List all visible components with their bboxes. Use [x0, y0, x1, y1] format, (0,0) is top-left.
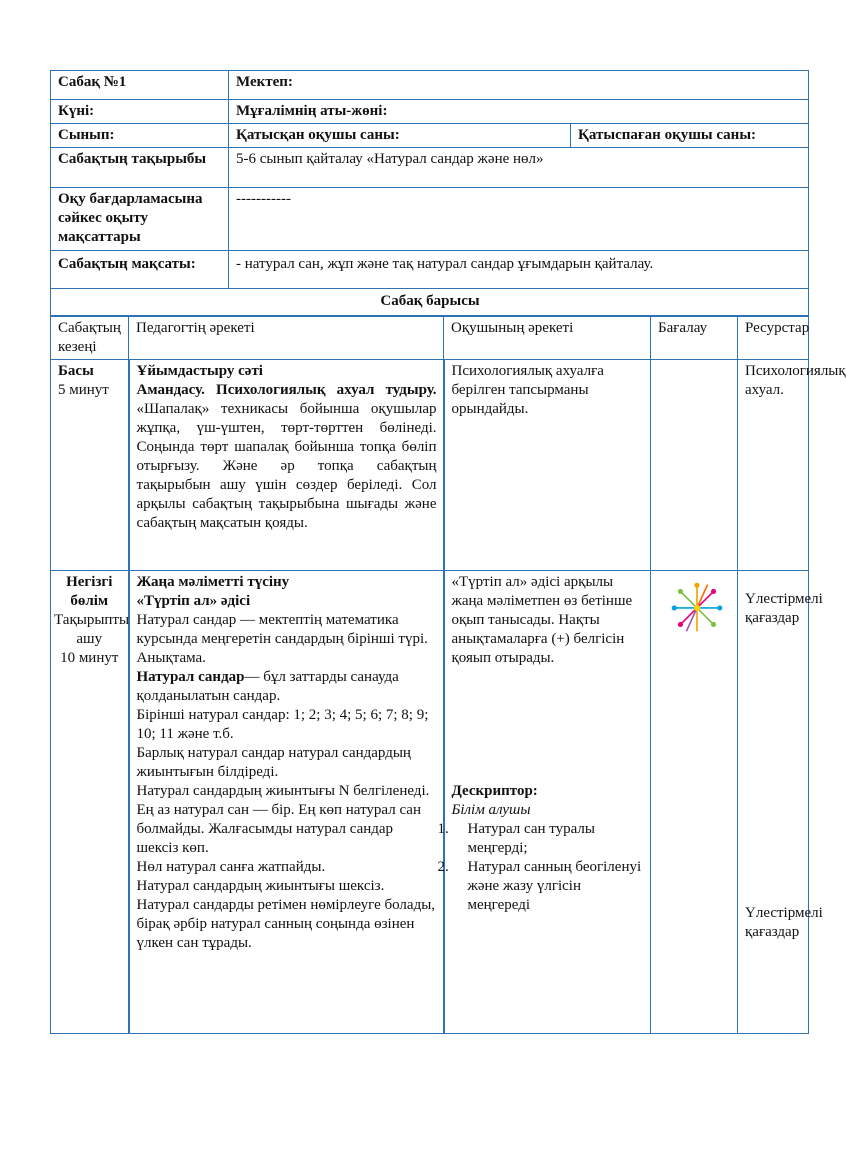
teacher-body-text: «Шапалақ» техникасы бойынша оқушылар жұпқа, үш-үштен, төрт-төрттен бөлінеді. Соңында төрт шапалақ бойынша топқа бөліп отырғызу. Және әр топқа сабақтың тақырыбын ашу үшін сөздер беріледі. Сол арқылы сабақтың тақырыбына шығады және сабақтың мақсатын қояды.: [136, 401, 437, 531]
assessment-cell-main: [651, 571, 738, 1034]
school-label: Мектеп:: [229, 71, 809, 100]
col-stage: Сабақтың кезеңі: [51, 317, 129, 360]
teacher-label: Мұғалімнің аты-жөні:: [229, 100, 809, 124]
teacher-text: [137, 381, 437, 533]
topic-value: 5-6 сынып қайталау «Натурал сандар және нөл»: [229, 148, 809, 188]
stage-cell-main: [51, 571, 129, 1034]
descriptor-item-text: Натурал сан туралы меңгерді;: [467, 821, 595, 856]
teacher-cell-start: [129, 360, 444, 571]
teacher-paragraph: Бірінші натурал сандар: 1; 2; 3; 4; 5; 6; 7; 8; 9; 10; 11 және т.б.: [136, 707, 429, 742]
stage-row-start: [51, 360, 809, 571]
teacher-paragraph: Натурал сандарды ретімен нөмірлеуге болады, бірақ әрбір натурал санның соңында өзінен үлкен сан тұрады.: [136, 897, 436, 951]
student-activity: «Түртіп ал» әдісі арқылы жаңа мәліметпен өз бетінше оқып танысады. Нақты анықтамаларға (+) белгісін қояып отырады.: [451, 574, 633, 666]
teacher-cell-main: [129, 571, 444, 1034]
descriptor-subtitle: Білім алушы: [451, 802, 531, 818]
resource-cell-main: [738, 571, 823, 1034]
progress-table: [50, 316, 846, 1034]
descriptor-item: [437, 820, 645, 858]
stage-title: Негізгі бөлім: [66, 574, 113, 609]
lesson-plan: [50, 70, 846, 1034]
objectives-label: Оқу бағдарламасына сәйкес оқыту мақсаттары: [51, 188, 229, 251]
goal-value: - натурал сан, жұп және тақ натурал сандар ұғымдарын қайталау.: [229, 251, 809, 289]
descriptor-item-number: 2.: [437, 859, 449, 875]
student-cell-main: [437, 571, 651, 1034]
stage-subtitle: Тақырыпты ашу: [54, 612, 130, 647]
teacher-heading: Жаңа мәліметті түсіну: [136, 574, 290, 590]
absent-count-label: Қатыспаған оқушы саны:: [571, 124, 809, 148]
date-label: Күні:: [51, 100, 229, 124]
teacher-paragraph: Нөл натурал санға жатпайды.: [136, 859, 326, 875]
teacher-bold-text: Амандасу. Психологиялық ахуал тудыру.: [136, 382, 437, 398]
goal-label: Сабақтың мақсаты:: [51, 251, 229, 289]
resource-cell-start: Психологиялық ахуал.: [738, 360, 809, 571]
teacher-paragraph: Анықтама.: [136, 650, 206, 666]
present-count-label: Қатысқан оқушы саны:: [229, 124, 571, 148]
teacher-paragraph: Натурал сандардың жиынтығы N белгіленеді.: [136, 783, 430, 799]
teacher-paragraph: Барлық натурал сандар натурал сандардың жиынтығын білдіреді.: [136, 745, 411, 780]
stage-time: 5 минут: [58, 382, 109, 398]
col-resource: Ресурстар: [738, 317, 809, 360]
descriptor-item: [437, 858, 645, 915]
descriptor-item-text: Натурал санның беогіленуі және жазу үлгісін меңгереді: [467, 859, 642, 913]
stage-title: Басы: [58, 363, 94, 379]
header-table: [50, 70, 809, 316]
student-cell-start: Психологиялық ахуалға берілген тапсырманы орындайды.: [444, 360, 651, 571]
col-assessment: Бағалау: [651, 317, 738, 360]
teacher-definition: — бұл заттарды санауда қолданылатын сандар.: [136, 669, 399, 704]
col-teacher: Педагогтің әрекеті: [129, 317, 444, 360]
class-label: Сынып:: [51, 124, 229, 148]
objectives-value: -----------: [229, 188, 809, 251]
teacher-paragraph: Натурал сандардың жиынтығы шексіз.: [136, 878, 385, 894]
lesson-number: Сабақ №1: [51, 71, 229, 100]
teacher-paragraph: Натурал сандар — мектептің математика курсында меңгеретін сандардың бірінші түрі.: [136, 612, 428, 647]
resource-top: Үлестірмелі қағаздар: [745, 591, 823, 626]
topic-label: Сабақтың тақырыбы: [51, 148, 229, 188]
stage-row-main: [51, 571, 809, 1034]
stage-time: 10 минут: [60, 650, 119, 666]
col-student: Оқушының әрекеті: [444, 317, 651, 360]
stage-cell-start: [51, 360, 129, 571]
resource-bottom: Үлестірмелі қағаздар: [745, 905, 823, 940]
teacher-paragraph: Ең аз натурал сан — бір. Ең көп натурал сан болмайды. Жалғасымды натурал сандар шексіз көп.: [136, 802, 421, 856]
teacher-method: «Түртіп ал» әдісі: [136, 593, 251, 609]
progress-title: Сабақ барысы: [51, 289, 809, 316]
descriptor-title: Дескриптор:: [451, 783, 538, 799]
teacher-paragraph: [137, 668, 437, 706]
descriptor-item-number: 1.: [437, 821, 449, 837]
teacher-heading: Ұйымдастыру сәті: [136, 363, 263, 379]
assessment-cell-start: [651, 360, 738, 571]
fireworks-icon: [666, 579, 728, 641]
teacher-bold-term: Натурал сандар: [136, 669, 245, 685]
